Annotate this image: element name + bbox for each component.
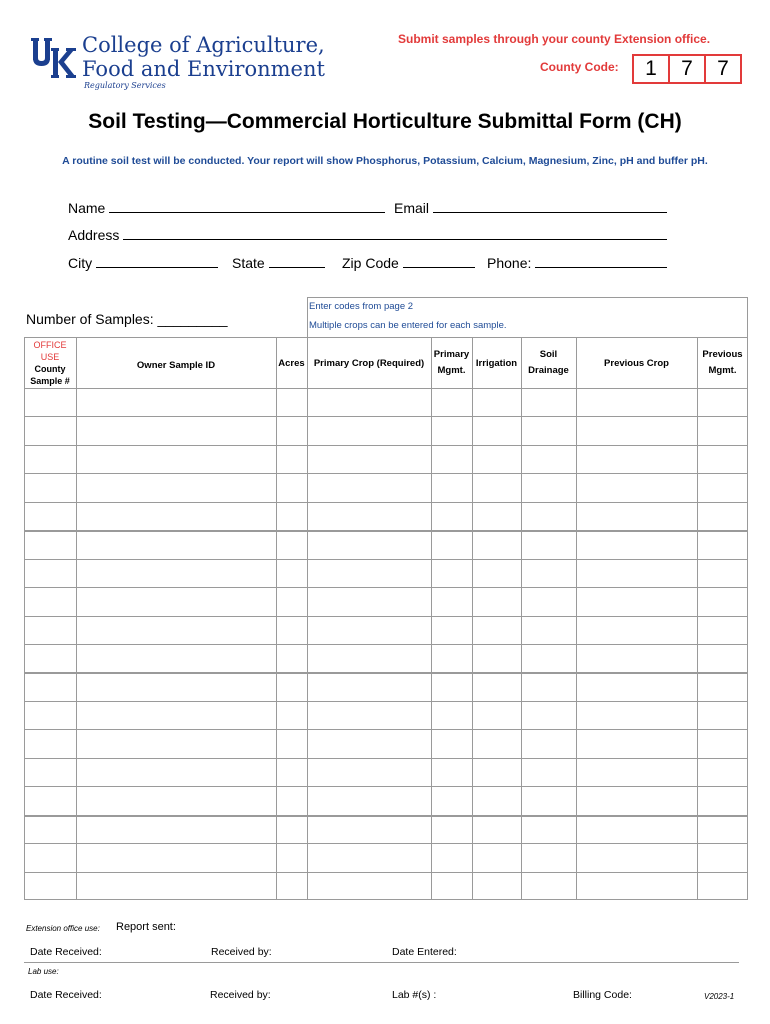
soil-drainage-header <box>521 347 576 379</box>
previous-mgmt-header <box>697 347 748 379</box>
zip-input-line[interactable] <box>403 255 475 268</box>
date-received-label: Date Received: <box>30 946 102 958</box>
grid-header-top <box>307 337 748 338</box>
submit-note: Submit samples through your county Extension office. <box>398 32 711 46</box>
phone-label: Phone: <box>487 255 532 271</box>
regulatory-services-label: Regulatory Services <box>84 81 166 90</box>
zip-field[interactable] <box>342 255 475 271</box>
city-field[interactable] <box>68 255 218 271</box>
college-name-line2: Food and Environment <box>82 57 325 81</box>
primary-crop-header: Primary Crop (Required) <box>313 358 425 369</box>
primary-mgmt-line2: Mgmt. <box>437 365 466 376</box>
received-by-label: Received by: <box>211 946 272 958</box>
previous-crop-header: Previous Crop <box>604 358 669 369</box>
table-row-divider <box>24 445 748 446</box>
lab-date-received-label: Date Received: <box>30 989 102 1001</box>
state-input-line[interactable] <box>269 255 325 268</box>
table-row-divider <box>24 416 748 417</box>
grid-border-bottom <box>24 899 748 900</box>
table-row-divider <box>24 729 748 730</box>
table-row-divider <box>24 786 748 787</box>
office-use-line4: Sample # <box>30 376 70 386</box>
table-row-divider <box>24 473 748 474</box>
email-input-line[interactable] <box>433 200 667 213</box>
table-row-divider <box>24 672 748 674</box>
previous-mgmt-line2: Mgmt. <box>708 365 737 376</box>
office-use-line1: OFFICE <box>33 340 67 350</box>
codes-note-2: Multiple crops can be entered for each sample. <box>309 320 507 331</box>
footer-divider <box>24 962 739 963</box>
grid-border-top-left <box>24 337 307 338</box>
table-row-divider <box>24 758 748 759</box>
email-label: Email <box>394 200 430 216</box>
grid-header-divider <box>24 388 748 389</box>
table-row-divider <box>24 530 748 532</box>
county-code-label: County Code: <box>540 60 619 74</box>
soil-drainage-line1: Soil <box>539 349 558 360</box>
table-row-divider <box>24 559 748 560</box>
office-use-line3: County <box>34 364 66 374</box>
zip-label: Zip Code <box>342 255 399 271</box>
billing-code-label: Billing Code: <box>573 989 632 1001</box>
table-row-divider <box>24 587 748 588</box>
primary-mgmt-header <box>431 347 472 379</box>
office-use-line2: USE <box>40 352 60 362</box>
number-of-samples-field[interactable]: Number of Samples: _________ <box>26 311 228 327</box>
report-sent-label: Report sent: <box>116 921 176 933</box>
uk-logo-icon <box>31 38 77 78</box>
city-label: City <box>68 255 93 271</box>
college-name-line1: College of Agriculture, <box>82 33 325 57</box>
date-entered-label: Date Entered: <box>392 946 457 958</box>
sample-table <box>24 297 748 900</box>
lab-numbers-label: Lab #(s) : <box>392 989 437 1001</box>
table-row-divider <box>24 843 748 844</box>
address-field[interactable] <box>68 227 667 243</box>
office-use-header <box>24 339 76 387</box>
table-row-divider <box>24 701 748 702</box>
lab-use-label: Lab use: <box>28 967 59 976</box>
grid-border-top <box>307 297 748 298</box>
soil-drainage-line2: Drainage <box>528 365 569 376</box>
county-code-digit-3[interactable]: 7 <box>704 54 742 84</box>
county-code-digit-1[interactable]: 1 <box>632 54 670 84</box>
page-title: Soil Testing—Commercial Horticulture Submittal Form (CH) <box>88 110 682 133</box>
owner-sample-id-header: Owner Sample ID <box>136 360 216 371</box>
table-row-divider <box>24 872 748 873</box>
table-row-divider <box>24 815 748 817</box>
table-row-divider <box>24 644 748 645</box>
state-label: State <box>232 255 265 271</box>
name-input-line[interactable] <box>109 200 385 213</box>
state-field[interactable] <box>232 255 325 271</box>
extension-office-use-label: Extension office use: <box>26 924 100 933</box>
phone-field[interactable] <box>487 255 667 271</box>
routine-test-note: A routine soil test will be conducted. Your report will show Phosphorus, Potassium, Calcium, Magnesium, Zinc, pH and buffer pH. <box>62 155 708 167</box>
primary-mgmt-line1: Primary <box>433 349 470 360</box>
version-label: V2023-1 <box>704 992 735 1001</box>
city-input-line[interactable] <box>96 255 218 268</box>
table-row-divider <box>24 616 748 617</box>
acres-header: Acres <box>278 358 305 369</box>
codes-note-1: Enter codes from page 2 <box>309 301 414 312</box>
name-field[interactable] <box>68 200 385 216</box>
email-field[interactable] <box>394 200 667 216</box>
address-input-line[interactable] <box>123 227 667 240</box>
irrigation-header: Irrigation <box>475 358 518 369</box>
phone-input-line[interactable] <box>535 255 667 268</box>
table-row-divider <box>24 502 748 503</box>
name-label: Name <box>68 200 106 216</box>
previous-mgmt-line1: Previous <box>702 349 743 360</box>
address-label: Address <box>68 227 120 243</box>
county-code-digit-2[interactable]: 7 <box>668 54 706 84</box>
lab-received-by-label: Received by: <box>210 989 271 1001</box>
